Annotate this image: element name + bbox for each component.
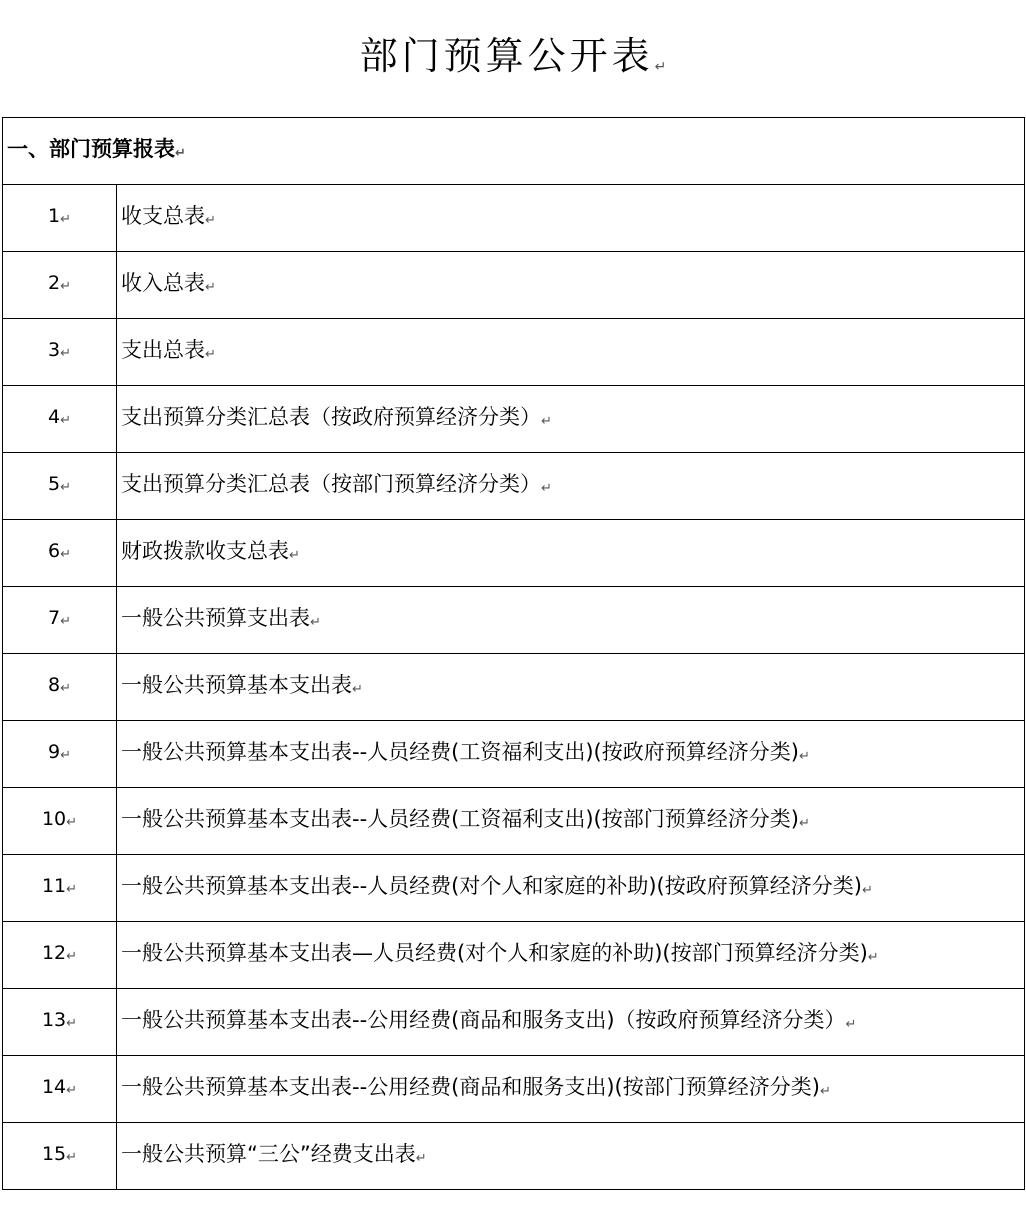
report-name-cell (117, 185, 1025, 252)
table-row (3, 252, 1025, 319)
report-name-cell (117, 1123, 1025, 1190)
paragraph-mark-icon: ↵ (845, 1016, 857, 1032)
table-row (3, 788, 1025, 855)
row-number: 5 (48, 473, 61, 495)
report-name-cell (117, 386, 1025, 453)
row-number: 6 (48, 540, 61, 562)
paragraph-mark-icon: ↵ (60, 212, 71, 227)
row-number-cell (3, 520, 117, 587)
table-row (3, 654, 1025, 721)
row-number: 7 (48, 607, 61, 629)
paragraph-mark-icon: ↵ (415, 1150, 427, 1166)
row-number: 15 (41, 1143, 67, 1165)
paragraph-mark-icon: ↵ (66, 815, 78, 830)
row-number: 8 (48, 674, 61, 696)
row-number: 12 (41, 942, 67, 964)
row-number-cell (3, 386, 117, 453)
paragraph-mark-icon: ↵ (205, 212, 216, 228)
report-name-cell (117, 1056, 1025, 1123)
row-number-cell (3, 989, 117, 1056)
row-number-cell (3, 453, 117, 520)
report-name-cell (117, 252, 1025, 319)
row-number-cell (3, 922, 117, 989)
paragraph-mark-icon: ↵ (66, 1150, 78, 1165)
report-name-cell (117, 520, 1025, 587)
paragraph-mark-icon: ↵ (205, 279, 216, 295)
paragraph-mark-icon: ↵ (541, 480, 552, 496)
table-row (3, 386, 1025, 453)
row-number: 11 (41, 875, 67, 897)
report-name: 支出预算分类汇总表（按部门预算经济分类） (121, 471, 541, 496)
row-number-cell (3, 1056, 117, 1123)
paragraph-mark-icon: ↵ (60, 547, 71, 562)
paragraph-mark-icon: ↵ (66, 1016, 78, 1031)
paragraph-mark-icon: ↵ (798, 815, 810, 831)
paragraph-mark-icon: ↵ (289, 547, 300, 563)
section-header-cell (3, 118, 1025, 185)
paragraph-mark-icon: ↵ (60, 681, 71, 696)
report-name: 财政拨款收支总表 (121, 538, 289, 563)
row-number-cell (3, 185, 117, 252)
paragraph-mark-icon: ↵ (60, 748, 71, 763)
report-name: 一般公共预算基本支出表—人员经费(对个人和家庭的补助)(按部门预算经济分类) (121, 940, 868, 965)
table-row (3, 520, 1025, 587)
report-name: 一般公共预算基本支出表--人员经费(工资福利支出)(按部门预算经济分类) (121, 806, 799, 831)
row-number: 13 (41, 1009, 67, 1031)
budget-table (2, 117, 1025, 1190)
report-name: 收入总表 (121, 270, 205, 295)
report-name: 一般公共预算基本支出表--公用经费(商品和服务支出)（按政府预算经济分类） (121, 1007, 846, 1032)
row-number-cell (3, 654, 117, 721)
paragraph-mark-icon: ↵ (654, 59, 667, 75)
table-row (3, 319, 1025, 386)
budget-table-body (3, 118, 1025, 1190)
report-name: 一般公共预算基本支出表--人员经费(对个人和家庭的补助)(按政府预算经济分类) (121, 873, 862, 898)
table-row (3, 989, 1025, 1056)
row-number: 10 (41, 808, 67, 830)
row-number: 2 (48, 272, 61, 294)
report-name-cell (117, 989, 1025, 1056)
paragraph-mark-icon: ↵ (205, 346, 216, 362)
report-name-cell (117, 453, 1025, 520)
paragraph-mark-icon: ↵ (60, 614, 71, 629)
row-number-cell (3, 788, 117, 855)
row-number-cell (3, 1123, 117, 1190)
paragraph-mark-icon: ↵ (867, 949, 879, 965)
table-row (3, 855, 1025, 922)
table-row (3, 453, 1025, 520)
report-name: 一般公共预算“三公”经费支出表 (121, 1141, 416, 1166)
paragraph-mark-icon: ↵ (541, 413, 552, 429)
report-name-cell (117, 587, 1025, 654)
row-number: 1 (48, 205, 61, 227)
paragraph-mark-icon: ↵ (60, 480, 71, 495)
report-name: 收支总表 (121, 203, 205, 228)
paragraph-mark-icon: ↵ (798, 748, 810, 764)
section-row (3, 118, 1025, 185)
row-number-cell (3, 721, 117, 788)
budget-table-wrapper (2, 117, 1024, 1190)
report-name-cell (117, 319, 1025, 386)
report-name: 支出预算分类汇总表（按政府预算经济分类） (121, 404, 541, 429)
paragraph-mark-icon: ↵ (66, 882, 78, 897)
paragraph-mark-icon: ↵ (819, 1083, 831, 1099)
table-row (3, 922, 1025, 989)
row-number-cell (3, 855, 117, 922)
report-name-cell (117, 788, 1025, 855)
paragraph-mark-icon: ↵ (66, 949, 78, 964)
row-number-cell (3, 587, 117, 654)
row-number-cell (3, 252, 117, 319)
row-number-cell (3, 319, 117, 386)
table-row (3, 185, 1025, 252)
report-name-cell (117, 922, 1025, 989)
report-name: 支出总表 (121, 337, 205, 362)
paragraph-mark-icon: ↵ (60, 279, 71, 294)
table-row (3, 587, 1025, 654)
paragraph-mark-icon: ↵ (310, 614, 321, 630)
paragraph-mark-icon: ↵ (60, 413, 71, 428)
document-title (0, 28, 1026, 84)
row-number: 9 (48, 741, 61, 763)
report-name: 一般公共预算基本支出表--人员经费(工资福利支出)(按政府预算经济分类) (121, 739, 799, 764)
report-name: 一般公共预算基本支出表--公用经费(商品和服务支出)(按部门预算经济分类) (121, 1074, 820, 1099)
document-title-text: 部门预算公开表 (359, 34, 654, 78)
paragraph-mark-icon: ↵ (861, 882, 873, 898)
row-number: 14 (41, 1076, 67, 1098)
row-number: 3 (48, 339, 61, 361)
table-row (3, 721, 1025, 788)
report-name-cell (117, 654, 1025, 721)
table-row (3, 1123, 1025, 1190)
report-name: 一般公共预算支出表 (121, 605, 310, 630)
report-name-cell (117, 855, 1025, 922)
row-number: 4 (48, 406, 61, 428)
paragraph-mark-icon: ↵ (352, 681, 363, 697)
paragraph-mark-icon: ↵ (175, 145, 186, 161)
paragraph-mark-icon: ↵ (66, 1083, 78, 1098)
report-name-cell (117, 721, 1025, 788)
report-name: 一般公共预算基本支出表 (121, 672, 352, 697)
table-row (3, 1056, 1025, 1123)
paragraph-mark-icon: ↵ (60, 346, 71, 361)
section-label: 一、部门预算报表 (7, 136, 175, 161)
